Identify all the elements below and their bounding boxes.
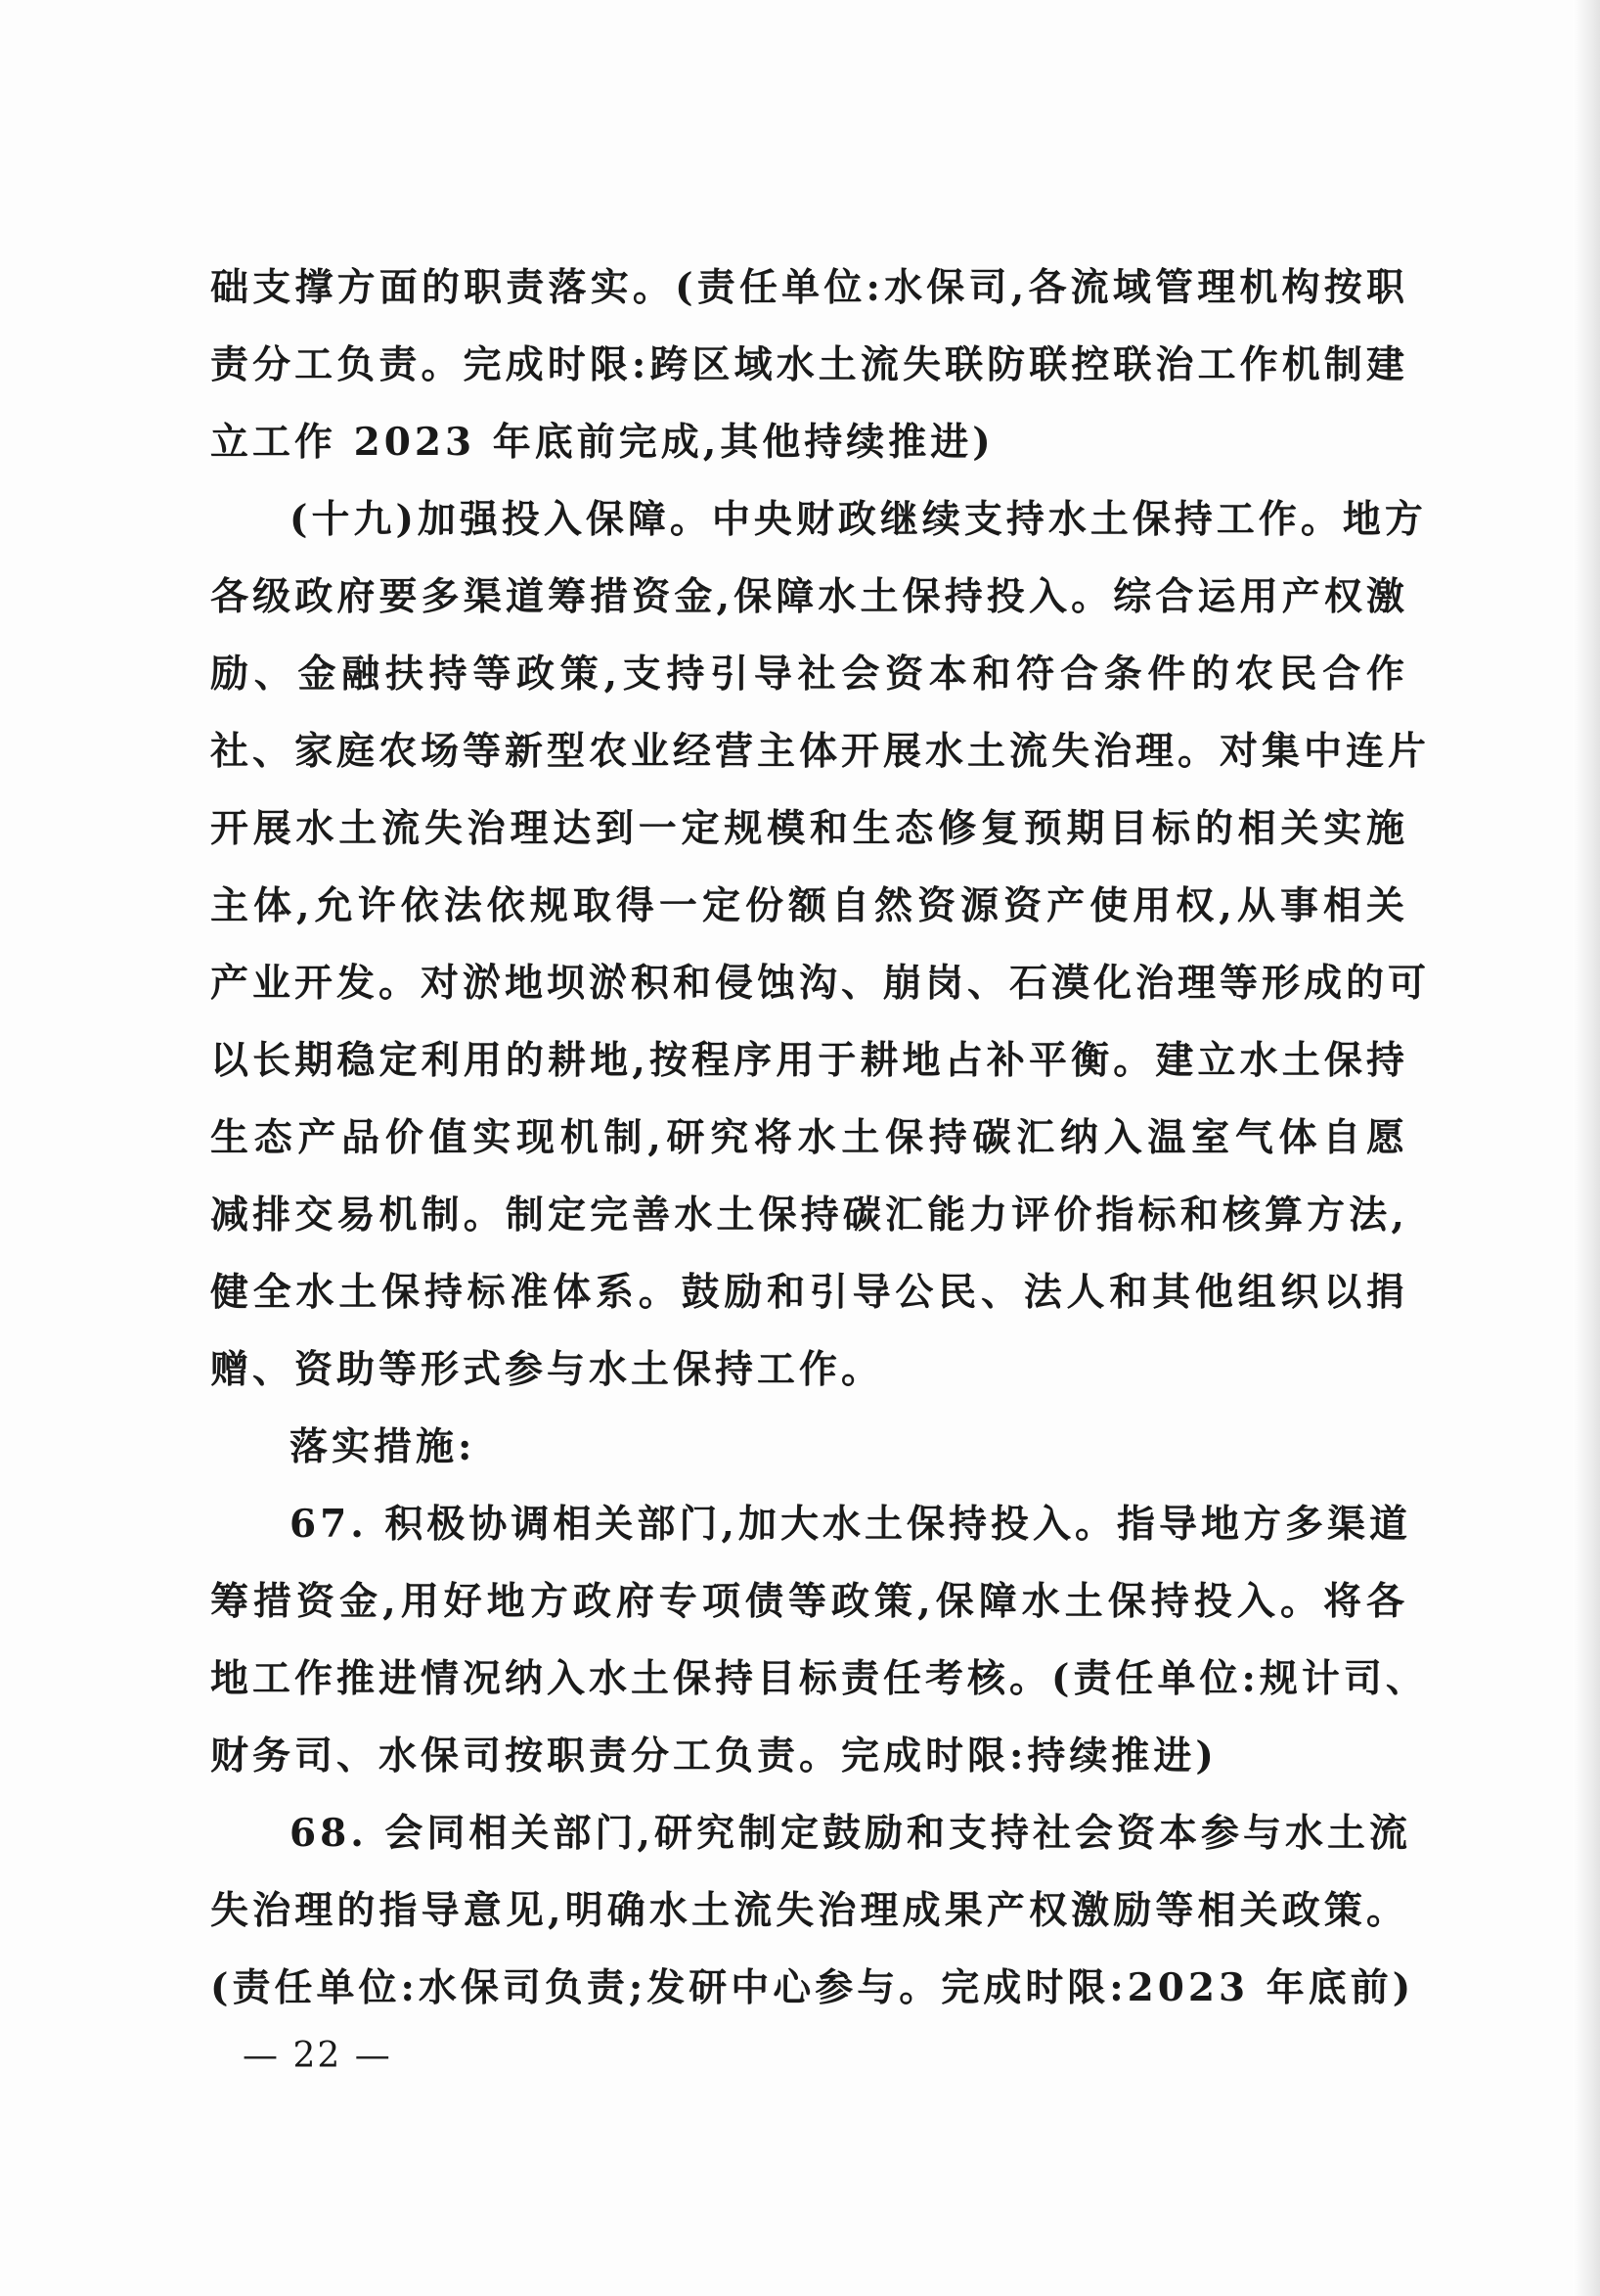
text-line: 减排交易机制。制定完善水土保持碳汇能力评价指标和核算方法, [210,1193,1408,1238]
text-line: 责分工负责。完成时限:跨区域水土流失联防联控联治工作机制建 [210,342,1408,387]
text-line: 主体,允许依法依规取得一定份额自然资源资产使用权,从事相关 [210,883,1408,928]
text-line: 励、金融扶持等政策,支持引导社会资本和符合条件的农民合作 [210,652,1408,697]
text-line: 产业开发。对淤地坝淤积和侵蚀沟、崩岗、石漠化治理等形成的可 [210,961,1431,1006]
text-line: 社、家庭农场等新型农业经营主体开展水土流失治理。对集中连片 [210,729,1431,774]
text-line: 健全水土保持标准体系。鼓励和引导公民、法人和其他组织以捐 [210,1270,1408,1315]
text-line: (责任单位:水保司负责;发研中心参与。完成时限:2023 年底前) [210,1965,1415,2010]
measure-68-line: 68. 会同相关部门,研究制定鼓励和支持社会资本参与水土流 [289,1811,1412,1856]
text-line: 筹措资金,用好地方政府专项债等政策,保障水土保持投入。将各 [210,1579,1408,1624]
text-line: 各级政府要多渠道筹措资金,保障水土保持投入。综合运用产权激 [210,574,1408,619]
text-line: 生态产品价值实现机制,研究将水土保持碳汇纳入温室气体自愿 [210,1115,1408,1160]
measures-heading: 落实措施: [289,1424,476,1469]
text-line: 赠、资助等形式参与水土保持工作。 [210,1347,884,1392]
text-line: 开展水土流失治理达到一定规模和生态修复预期目标的相关实施 [210,806,1408,851]
text-line: 地工作推进情况纳入水土保持目标责任考核。(责任单位:规计司、 [210,1656,1428,1701]
text-line: 立工作 2023 年底前完成,其他持续推进) [210,420,995,465]
text-line: 以长期稳定利用的耕地,按程序用于耕地占补平衡。建立水土保持 [210,1038,1408,1083]
measure-67-line: 67. 积极协调相关部门,加大水土保持投入。指导地方多渠道 [289,1502,1412,1547]
text-line: 财务司、水保司按职责分工负责。完成时限:持续推进) [210,1733,1218,1778]
section-heading-line: (十九)加强投入保障。中央财政继续支持水土保持工作。地方 [289,497,1427,542]
body-text [210,249,1431,2027]
text-line: 础支撑方面的职责落实。(责任单位:水保司,各流域管理机构按职 [210,265,1408,310]
page-number: — 22 — [243,2036,392,2076]
scan-edge-shadow [1573,0,1600,2296]
text-line: 失治理的指导意见,明确水土流失治理成果产权激励等相关政策。 [210,1888,1408,1933]
